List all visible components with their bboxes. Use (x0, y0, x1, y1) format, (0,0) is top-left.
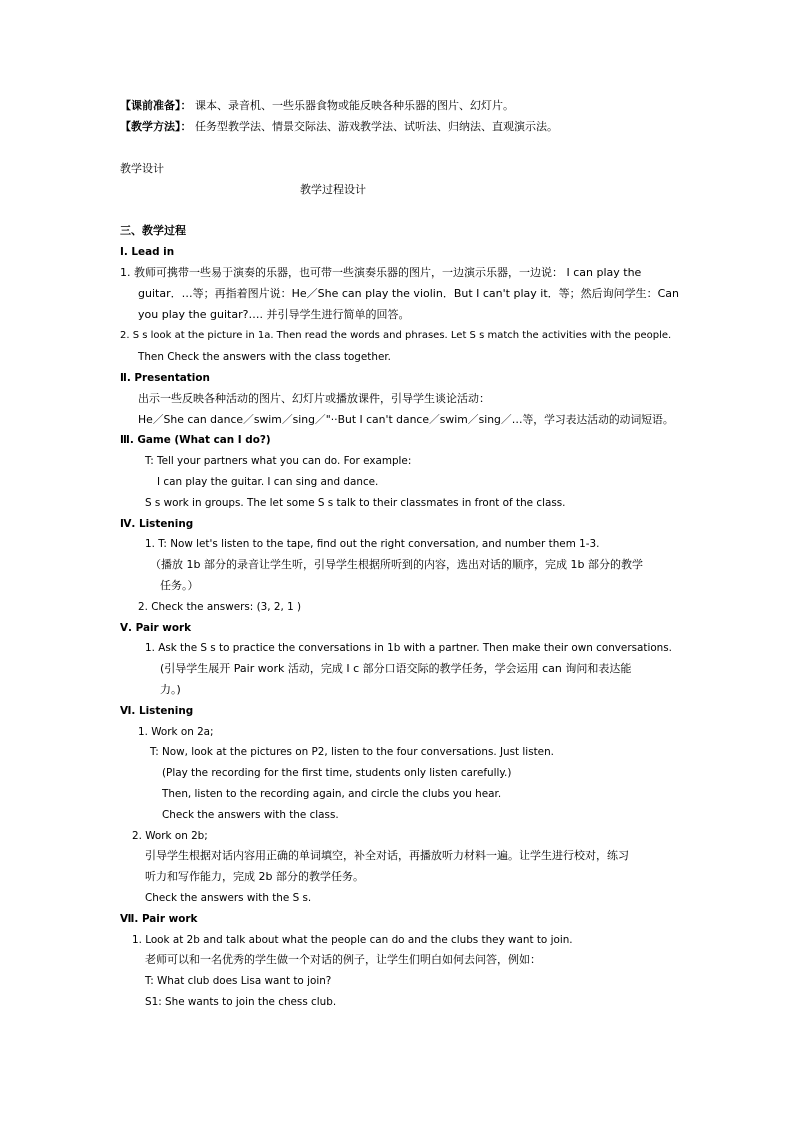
section-three-heading: 三、教学过程 (120, 224, 186, 237)
listening-heading-1: Ⅳ. Listening (120, 518, 194, 530)
lead-in-item-2a: 2. S s look at the picture in 1a. Then read the words and phrases. Let S s match the activities with the people. (120, 330, 672, 341)
pair-work-1-line-3: 力。) (160, 683, 181, 696)
prep-line (120, 99, 514, 113)
listening-2-line-4: Then, listen to the recording again, and circle the clubs you hear. (162, 788, 502, 800)
process-title: 教学过程设计 (300, 183, 366, 196)
pair-work-1-line-1: 1. Ask the S s to practice the conversations in 1b with a partner. Then make their own conversations. (145, 642, 672, 654)
method-line (120, 120, 558, 134)
pair-work-2-line-2: 老师可以和一名优秀的学生做一个对话的例子，让学生们明白如何去问答，例如： (145, 953, 541, 966)
presentation-line-1: 出示一些反映各种活动的图片、幻灯片或播放课件，引导学生谈论活动： (138, 392, 490, 405)
listening-1-line-1: 1. T: Now let's listen to the tape, find out the right conversation, and number them 1-3. (145, 538, 600, 550)
lead-in-item-1a: 1. 教师可携带一些易于演奏的乐器，也可带一些演奏乐器的图片，一边演示乐器，一边说： I can play the (120, 266, 642, 279)
pair-work-2-line-3: T: What club does Lisa want to join? (145, 975, 332, 987)
design-label: 教学设计 (120, 162, 164, 175)
listening-2-line-6: 2. Work on 2b; (132, 830, 208, 842)
lead-in-item-1c: you play the guitar?…. 并引导学生进行简单的回答。 (138, 308, 410, 321)
lead-in-item-1b: guitar．…等；再指着图片说：He／She can play the violin．But I can't play it．等；然后询问学生：Can (138, 287, 680, 300)
game-line-2: I can play the guitar. I can sing and dance. (157, 476, 379, 488)
listening-2-line-7: 引导学生根据对话内容用正确的单词填空，补全对话，再播放听力材料一遍。让学生进行校对，练习 (145, 849, 629, 862)
pair-work-2-line-1: 1. Look at 2b and talk about what the people can do and the clubs they want to join. (132, 934, 573, 946)
listening-1-line-4: 2. Check the answers: (3, 2, 1 ) (138, 601, 302, 613)
listening-2-line-1: 1. Work on 2a; (138, 726, 214, 738)
pair-work-1-line-2: (引导学生展开 Pair work 活动，完成 I c 部分口语交际的教学任务，学会运用 can 询问和表达能 (160, 662, 632, 675)
listening-1-line-3: 任务。） (160, 579, 199, 592)
game-line-1: T: Tell your partners what you can do. For example: (145, 455, 412, 467)
presentation-line-2: He／She can dance／swim／sing／"··But I can't dance／swim／sing／…等，学习表达活动的动词短语。 (138, 413, 674, 426)
listening-1-line-2: （播放 1b 部分的录音让学生听，引导学生根据所听到的内容，选出对话的顺序，完成 1b 部分的教学 (150, 558, 643, 571)
listening-2-line-2: T: Now, look at the pictures on P2, listen to the four conversations. Just listen. (150, 746, 554, 758)
listening-2-line-5: Check the answers with the class. (162, 809, 339, 821)
method-label: 【教学方法】： (120, 120, 192, 133)
lead-in-heading: Ⅰ. Lead in (120, 246, 175, 258)
listening-heading-2: Ⅵ. Listening (120, 705, 194, 717)
method-text: 任务型教学法、情景交际法、游戏教学法、试听法、归纳法、直观演示法。 (195, 120, 558, 133)
presentation-heading: Ⅱ. Presentation (120, 372, 210, 384)
game-heading: Ⅲ. Game (What can I do?) (120, 434, 271, 446)
game-line-3: S s work in groups. The let some S s talk to their classmates in front of the class. (145, 497, 566, 509)
prep-label: 【课前准备】： (120, 99, 192, 112)
pair-work-heading-2: Ⅶ. Pair work (120, 913, 198, 925)
lead-in-item-2b: Then Check the answers with the class together. (138, 351, 391, 363)
pair-work-2-line-4: S1: She wants to join the chess club. (145, 996, 337, 1008)
listening-2-line-8: 听力和写作能力，完成 2b 部分的教学任务。 (145, 870, 364, 883)
listening-2-line-9: Check the answers with the S s. (145, 892, 312, 904)
prep-text: 课本、录音机、一些乐器食物或能反映各种乐器的图片、幻灯片。 (195, 99, 514, 112)
listening-2-line-3: (Play the recording for the first time, students only listen carefully.) (162, 767, 512, 779)
pair-work-heading-1: Ⅴ. Pair work (120, 622, 192, 634)
